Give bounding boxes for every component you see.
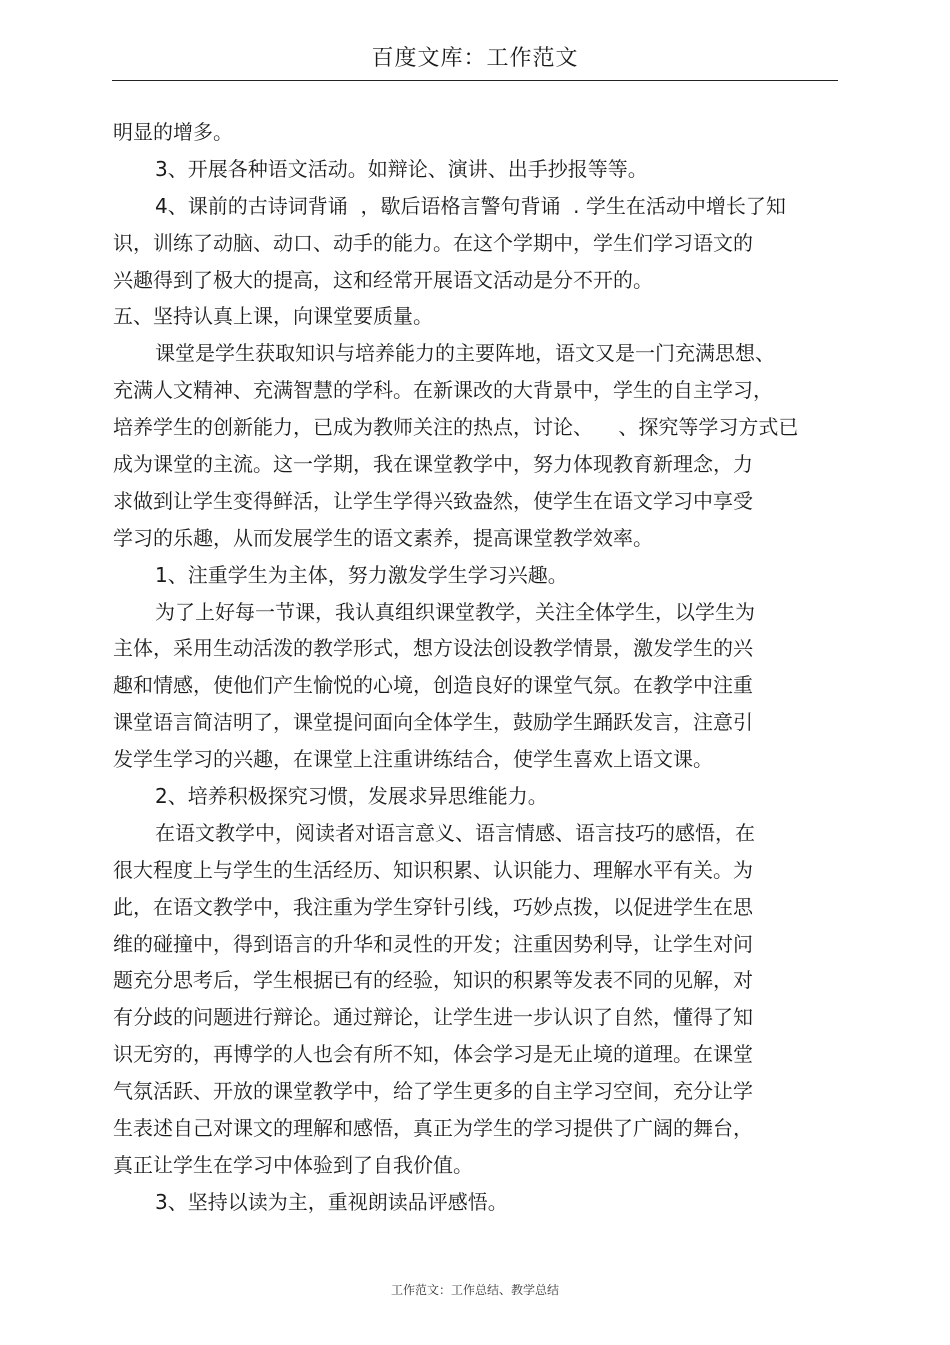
page-footer-text: 工作范文：工作总结、教学总结 <box>390 1283 559 1297</box>
text-line: 识，训练了动脑、动口、动手的能力。在这个学期中，学生们学习语文的 <box>113 230 753 255</box>
text-line: 维的碰撞中，得到语言的升华和灵性的开发；注重因势利导，让学生对问 <box>113 931 753 956</box>
text-line: 生表述自己对课文的理解和感悟，真正为学生的学习提供了广阔的舞台， <box>113 1116 753 1141</box>
text-line: 此，在语文教学中，我注重为学生穿针引线，巧妙点拨，以促进学生在思 <box>113 894 753 919</box>
text-line: 真正让学生在学习中体验到了自我价值。 <box>113 1152 473 1177</box>
text-line: 主体，采用生动活泼的教学形式，想方设法创设教学情景，激发学生的兴 <box>113 636 753 661</box>
text-line: 培养学生的创新能力，已成为教师关注的热点，讨论、 、探究等学习方式已 <box>113 415 799 440</box>
text-line: 学习的乐趣，从而发展学生的语文素养，提高课堂教学效率。 <box>113 525 653 550</box>
text-line: 很大程度上与学生的生活经历、知识积累、认识能力、理解水平有关。为 <box>113 857 753 882</box>
page-header-title: 百度文库：工作范文 <box>371 46 579 71</box>
subsection-heading: 3、坚持以读为主，重视朗读品评感悟。 <box>155 1189 508 1214</box>
text-line: 3、开展各种语文活动。如辩论、演讲、出手抄报等等。 <box>155 156 648 181</box>
text-line: 为了上好每一节课，我认真组织课堂教学，关注全体学生，以学生为 <box>155 599 755 624</box>
header-divider <box>112 80 838 81</box>
text-line: 课堂是学生获取知识与培养能力的主要阵地，语文又是一门充满思想、 <box>155 341 775 366</box>
text-line: 成为课堂的主流。这一学期，我在课堂教学中，努力体现教育新理念，力 <box>113 452 753 477</box>
text-line: 趣和情感，使他们产生愉悦的心境，创造良好的课堂气氛。在教学中注重 <box>113 673 753 698</box>
subsection-heading: 1、注重学生为主体，努力激发学生学习兴趣。 <box>155 562 568 587</box>
document-body <box>113 114 843 1221</box>
text-line: 明显的增多。 <box>113 120 233 144</box>
text-line: 4、课前的古诗词背诵 ，歇后语格言警句背诵 . 学生在活动中增长了知 <box>155 193 786 218</box>
text-line: 题充分思考后，学生根据已有的经验，知识的积累等发表不同的见解，对 <box>113 968 753 993</box>
text-line: 充满人文精神、充满智慧的学科。在新课改的大背景中，学生的自主学习， <box>113 378 773 403</box>
text-line: 识无穷的，再博学的人也会有所不知，体会学习是无止境的道理。在课堂 <box>113 1042 753 1067</box>
text-line: 有分歧的问题进行辩论。通过辩论，让学生进一步认识了自然，懂得了知 <box>113 1005 753 1030</box>
text-line: 兴趣得到了极大的提高，这和经常开展语文活动是分不开的。 <box>113 267 653 292</box>
section-heading: 五、坚持认真上课，向课堂要质量。 <box>113 304 433 329</box>
text-line: 发学生学习的兴趣，在课堂上注重讲练结合，使学生喜欢上语文课。 <box>113 747 713 772</box>
subsection-heading: 2、培养积极探究习惯，发展求异思维能力。 <box>155 784 548 809</box>
text-line: 气氛活跃、开放的课堂教学中，给了学生更多的自主学习空间，充分让学 <box>113 1079 753 1104</box>
text-line: 课堂语言简洁明了，课堂提问面向全体学生，鼓励学生踊跃发言，注意引 <box>113 710 753 735</box>
text-line: 求做到让学生变得鲜活，让学生学得兴致盎然，使学生在语文学习中享受 <box>113 488 753 513</box>
text-line: 在语文教学中，阅读者对语言意义、语言情感、语言技巧的感悟，在 <box>155 820 755 845</box>
